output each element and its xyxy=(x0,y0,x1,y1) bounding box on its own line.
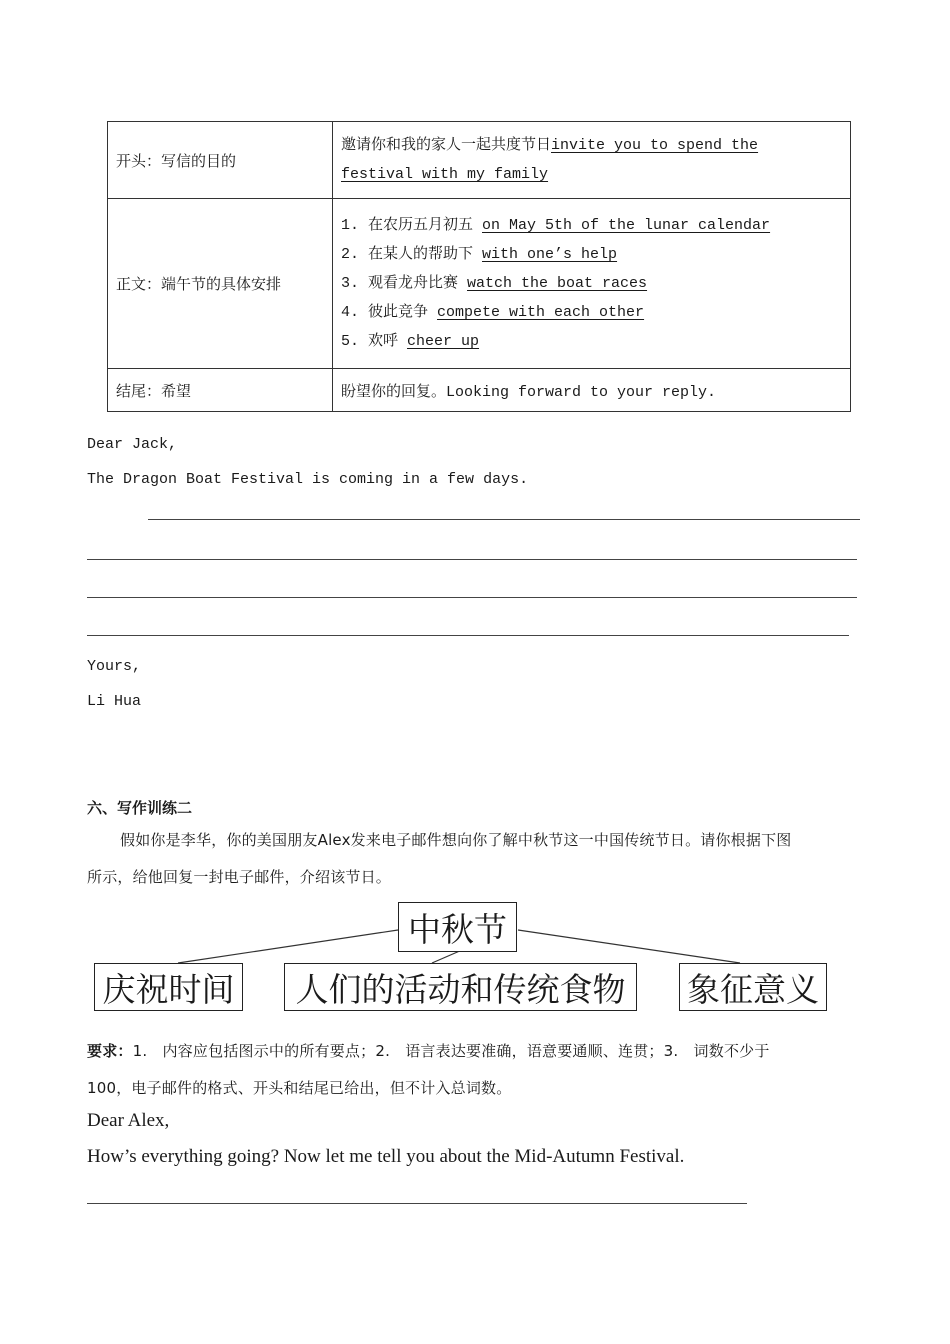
diagram-node-time: 庆祝时间 xyxy=(94,963,243,1011)
letter2-greeting: Dear Alex, xyxy=(87,1110,170,1131)
content-en-continued: festival with my family xyxy=(341,166,549,183)
diagram-node-activities: 人们的活动和传统食物 xyxy=(284,963,637,1011)
item-cn: 2. 在某人的帮助下 xyxy=(341,246,483,263)
letter2-opening: How’s everything going? Now let me tell you about the Mid-Autumn Festival. xyxy=(87,1146,685,1167)
requirements xyxy=(87,1040,770,1061)
item-cn: 1. 在农历五月初五 xyxy=(341,217,483,234)
item-cn: 3. 观看龙舟比赛 xyxy=(341,275,468,292)
item-cn: 4. 彼此竞争 xyxy=(341,304,438,321)
letter1-greeting: Dear Jack, xyxy=(87,436,178,453)
diagram-node-meaning: 象征意义 xyxy=(679,963,827,1011)
prompt-line: 所示，给他回复一封电子邮件，介绍该节日。 xyxy=(87,868,392,886)
item-en: compete with each other xyxy=(437,304,645,321)
letter1-signature: Li Hua xyxy=(87,693,142,710)
connector-line xyxy=(518,930,740,963)
requirements-text: 1. 内容应包括图示中的所有要点；2. 语言表达要准确，语意要通顺、连贯；3. 词数不少于 xyxy=(132,1042,770,1060)
item-cn: 5. 欢呼 xyxy=(341,333,408,350)
prompt-line: 假如你是李华，你的美国朋友Alex发来电子邮件想向你了解中秋节这一中国传统节日。请你根据下图 xyxy=(120,831,792,849)
row-label: 开头：写信的目的 xyxy=(108,122,333,199)
section-title: 六、写作训练二 xyxy=(87,799,193,817)
item-en: watch the boat races xyxy=(467,275,648,292)
row-label: 正文：端午节的具体安排 xyxy=(108,199,333,369)
item-en: on May 5th of the lunar calendar xyxy=(482,217,771,234)
answer-line[interactable] xyxy=(87,1203,747,1204)
content-cn: 邀请你和我的家人一起共度节日 xyxy=(341,137,552,154)
requirements-label: 要求： xyxy=(87,1042,133,1060)
content-en: invite you to spend the xyxy=(551,137,759,154)
item-en: with one’s help xyxy=(482,246,618,263)
connector-line xyxy=(178,930,398,963)
requirements-continued: 100，电子邮件的格式、开头和结尾已给出，但不计入总词数。 xyxy=(87,1079,512,1097)
letter1-closing: Yours, xyxy=(87,658,142,675)
letter1-opening: The Dragon Boat Festival is coming in a few days. xyxy=(87,471,529,488)
row-label: 结尾：希望 xyxy=(108,369,333,412)
item-en: cheer up xyxy=(407,333,480,350)
row-content: 盼望你的回复。Looking forward to your reply. xyxy=(333,369,851,412)
diagram-root-node: 中秋节 xyxy=(398,902,517,952)
